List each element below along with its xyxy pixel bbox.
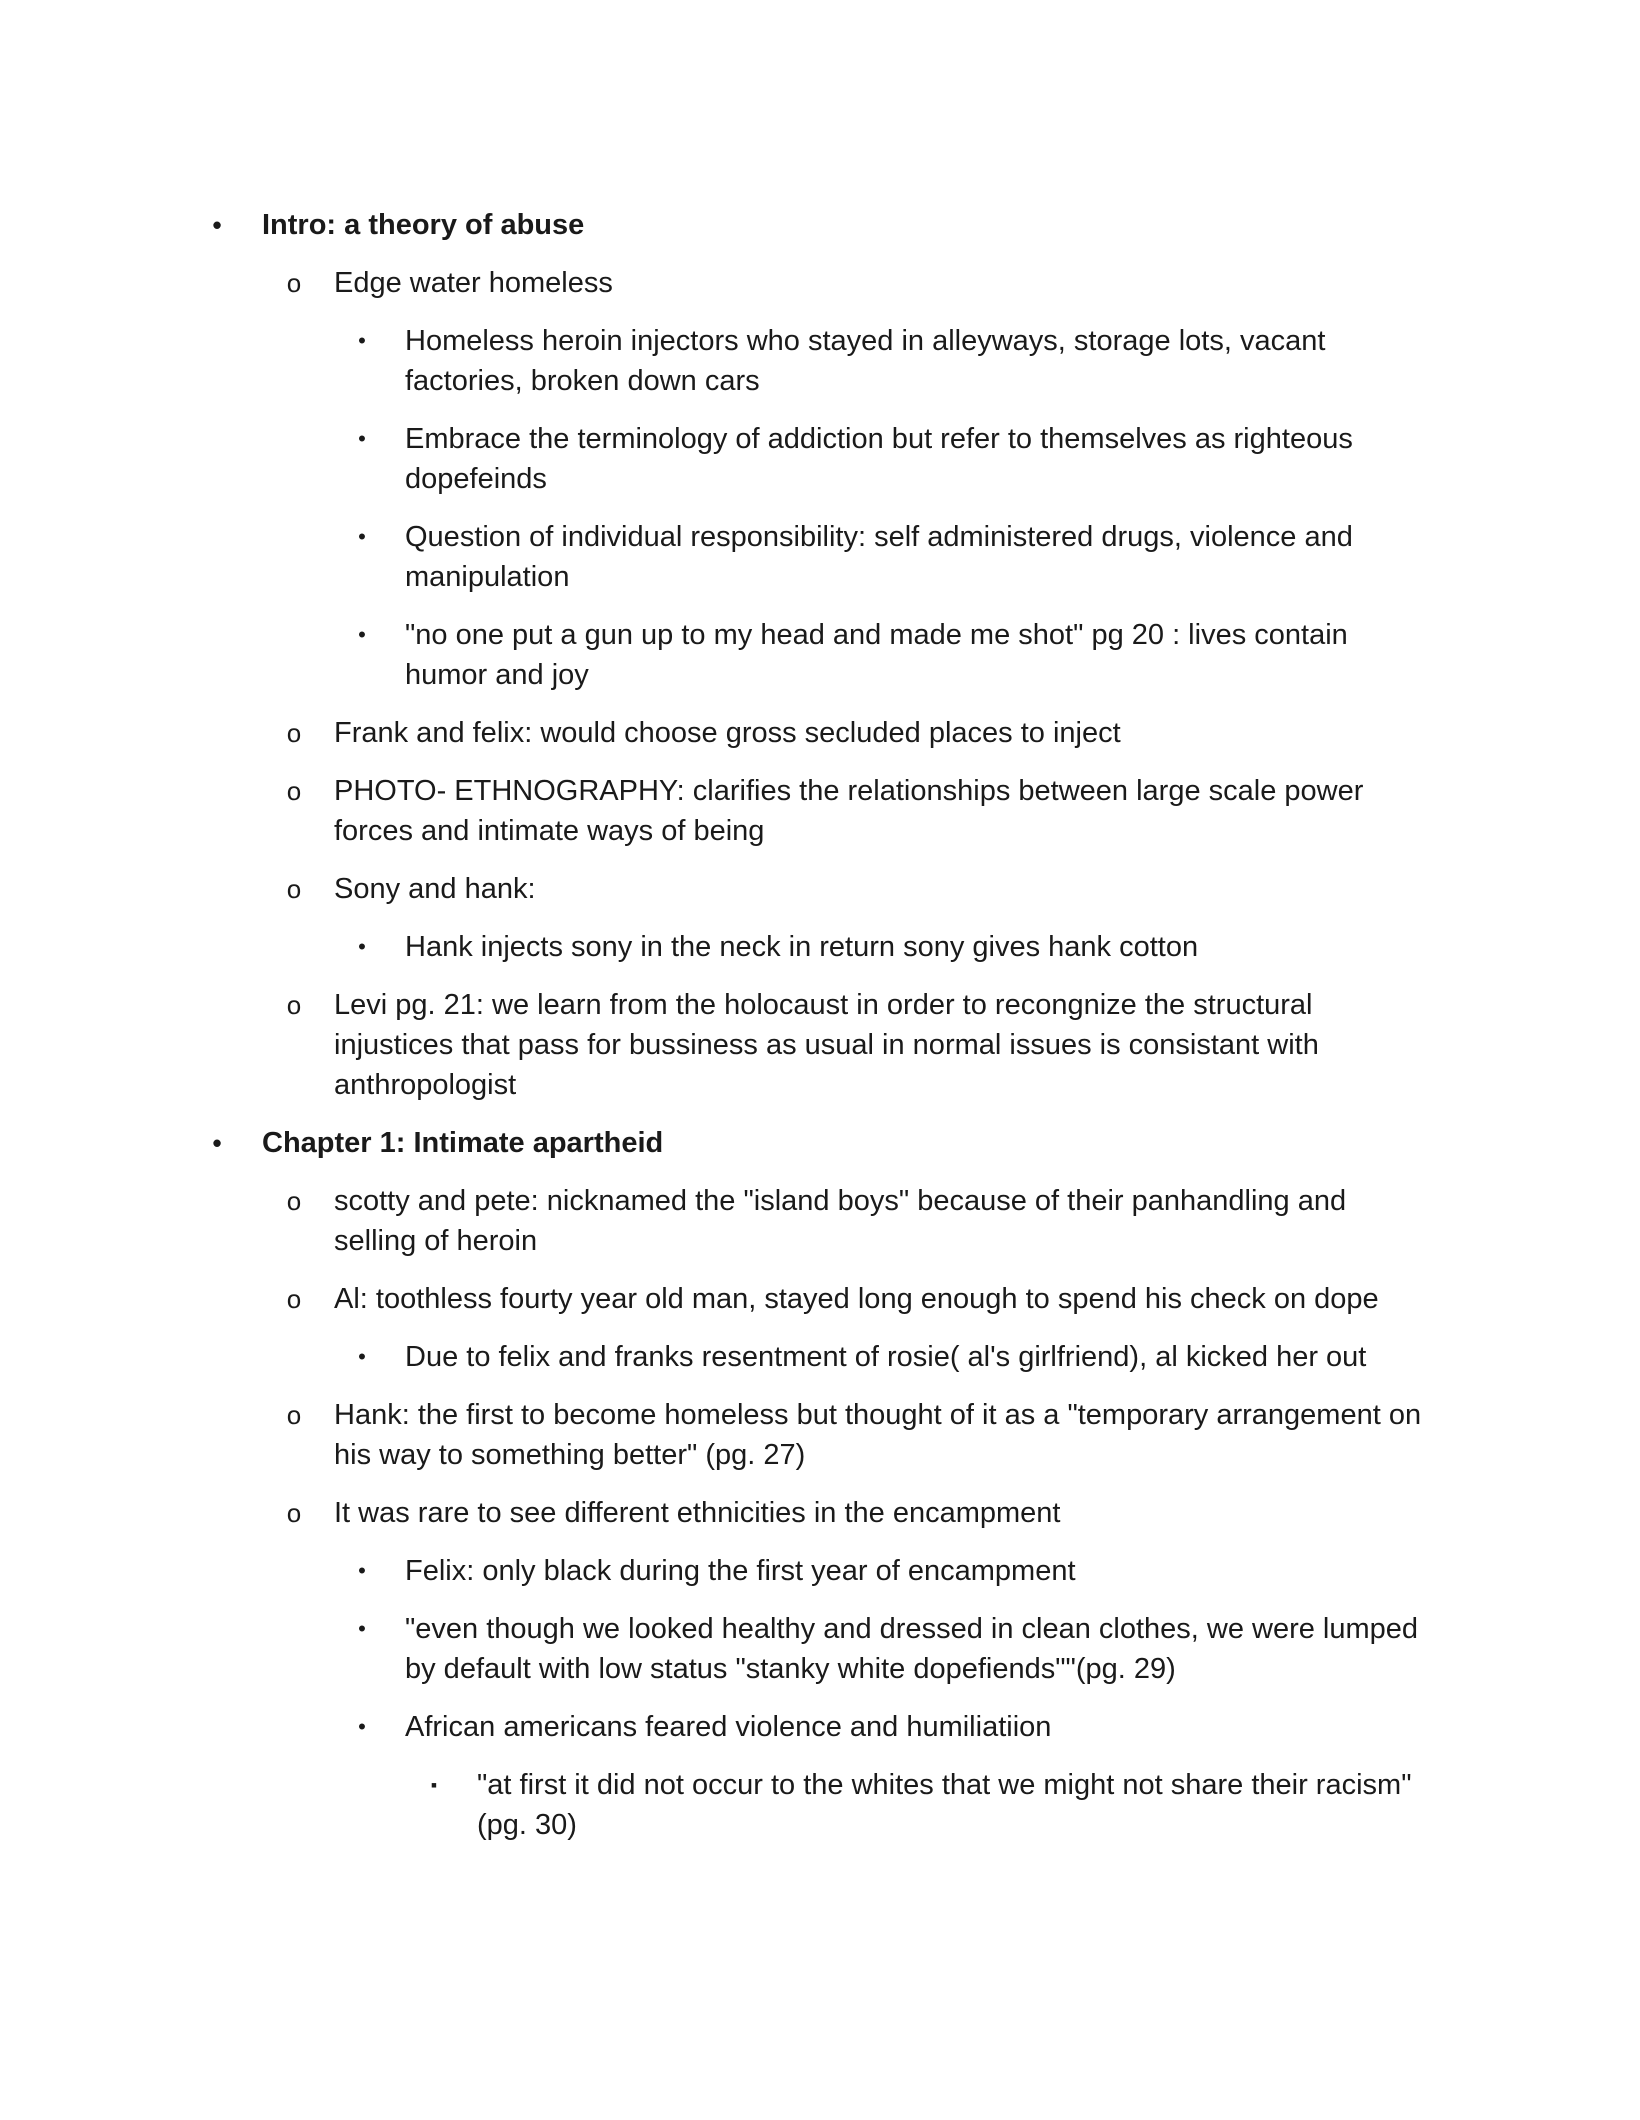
outline-subitem-text: African americans feared violence and humiliatiion: [405, 1711, 1052, 1743]
outline-subitem-text: Question of individual responsibility: self administered drugs, violence and manipulation: [405, 521, 1353, 593]
outline-item: [0, 713, 1432, 753]
outline-item: [0, 771, 1432, 851]
outline-subitem: [0, 1551, 1432, 1591]
outline-subitem-text: Homeless heroin injectors who stayed in alleyways, storage lots, vacant factories, broken down cars: [405, 325, 1326, 397]
outline-subitem-text: Embrace the terminology of addiction but refer to themselves as righteous dopefeinds: [405, 423, 1353, 495]
outline-item-text: Edge water homeless: [334, 267, 613, 299]
bullet-marker: •: [212, 210, 222, 240]
outline-subitem: [0, 321, 1432, 401]
outline-subitem-text: "even though we looked healthy and dressed in clean clothes, we were lumped by default with low status "stanky white dopefiends""(pg. 29): [405, 1613, 1419, 1685]
outline-item-text: Frank and felix: would choose gross secluded places to inject: [334, 717, 1121, 749]
bullet-marker: •: [358, 1558, 366, 1583]
outline-item-text: PHOTO- ETHNOGRAPHY: clarifies the relationships between large scale power forces and intimate ways of being: [334, 775, 1364, 847]
outline-subitem: [0, 1337, 1432, 1377]
outline-subitem-text: Hank injects sony in the neck in return sony gives hank cotton: [405, 931, 1199, 963]
outline-item-text: Hank: the first to become homeless but thought of it as a "temporary arrangement on his way to something better" (pg. 27): [334, 1399, 1422, 1471]
notes-outline: [0, 205, 1640, 1863]
circle-bullet-marker: o: [286, 1498, 302, 1528]
bullet-marker: •: [212, 1128, 222, 1158]
outline-subitem: [0, 1609, 1432, 1689]
circle-bullet-marker: o: [286, 990, 302, 1020]
circle-bullet-marker: o: [286, 1284, 302, 1314]
outline-item: [0, 1181, 1432, 1261]
outline-item: [0, 985, 1432, 1105]
section-heading: [0, 205, 1432, 245]
bullet-marker: •: [358, 1714, 366, 1739]
circle-bullet-marker: o: [286, 268, 302, 298]
bullet-marker: •: [358, 622, 366, 647]
outline-item-text: Sony and hank:: [334, 873, 536, 905]
outline-subitem: [0, 419, 1432, 499]
bullet-marker: •: [358, 1616, 366, 1641]
outline-subsubitem-text: "at first it did not occur to the whites that we might not share their racism" (pg. 30): [477, 1769, 1412, 1841]
outline-item-text: Levi pg. 21: we learn from the holocaust in order to recongnize the structural injustices that pass for bussiness as usual in normal issues is consistant with anthropologist: [334, 989, 1319, 1101]
outline-item: [0, 1279, 1432, 1319]
circle-bullet-marker: o: [286, 718, 302, 748]
section-heading-text: Chapter 1: Intimate apartheid: [262, 1127, 664, 1159]
outline-item: [0, 869, 1432, 909]
bullet-marker: •: [358, 934, 366, 959]
circle-bullet-marker: o: [286, 1400, 302, 1430]
outline-item: [0, 1493, 1432, 1533]
bullet-marker: •: [358, 524, 366, 549]
bullet-marker: •: [358, 1344, 366, 1369]
outline-item: [0, 263, 1432, 303]
outline-subitem: [0, 1707, 1432, 1747]
outline-subitem-text: Felix: only black during the first year of encampment: [405, 1555, 1076, 1587]
circle-bullet-marker: o: [286, 776, 302, 806]
outline-subsubitem: [0, 1765, 1432, 1845]
outline-item-text: scotty and pete: nicknamed the "island boys" because of their panhandling and selling of heroin: [334, 1185, 1347, 1257]
outline-item-text: It was rare to see different ethnicities in the encampment: [334, 1497, 1061, 1529]
outline-item: [0, 1395, 1432, 1475]
bullet-marker: •: [358, 328, 366, 353]
outline-subitem-text: Due to felix and franks resentment of rosie( al's girlfriend), al kicked her out: [405, 1341, 1367, 1373]
outline-subitem-text: "no one put a gun up to my head and made me shot" pg 20 : lives contain humor and joy: [405, 619, 1348, 691]
circle-bullet-marker: o: [286, 874, 302, 904]
bullet-marker: •: [358, 426, 366, 451]
circle-bullet-marker: o: [286, 1186, 302, 1216]
outline-item-text: Al: toothless fourty year old man, stayed long enough to spend his check on dope: [334, 1283, 1379, 1315]
outline-subitem: [0, 615, 1432, 695]
section-heading: [0, 1123, 1432, 1163]
section-heading-text: Intro: a theory of abuse: [262, 209, 585, 241]
square-bullet-marker: ▪: [430, 1775, 438, 1795]
outline-subitem: [0, 927, 1432, 967]
outline-subitem: [0, 517, 1432, 597]
